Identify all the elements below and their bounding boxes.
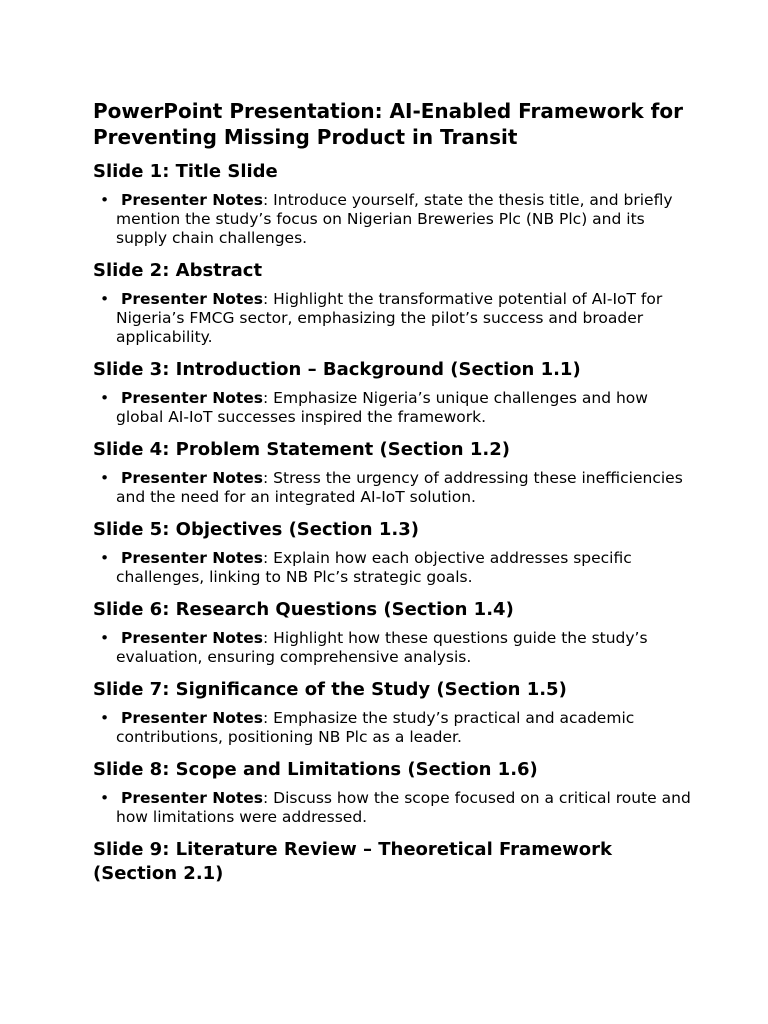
- bullet-icon: •: [100, 469, 110, 487]
- slide-8-section: [93, 758, 693, 827]
- presenter-notes-list: [93, 629, 693, 667]
- presenter-notes-text: : Emphasize the study’s practical and academic contributions, positioning NB Plc as a leader.: [116, 709, 635, 746]
- presenter-notes-text: : Introduce yourself, state the thesis title, and briefly mention the study’s focus on Nigerian Breweries Plc (NB Plc) and its supply chain challenges.: [116, 191, 673, 247]
- presenter-notes-label: Presenter Notes: [121, 789, 264, 807]
- slide-heading: Slide 3: Introduction – Background (Section 1.1): [93, 359, 581, 380]
- presenter-notes-label: Presenter Notes: [121, 549, 264, 567]
- presenter-notes-text: : Emphasize Nigeria’s unique challenges and how global AI-IoT successes inspired the framework.: [116, 389, 648, 426]
- slide-heading: Slide 5: Objectives (Section 1.3): [93, 519, 419, 540]
- presenter-notes-item: [93, 549, 693, 587]
- slide-heading: Slide 2: Abstract: [93, 260, 263, 281]
- presenter-notes-list: [93, 191, 693, 248]
- slide-9-section: [93, 838, 693, 886]
- slide-heading: Slide 7: Significance of the Study (Section 1.5): [93, 679, 567, 700]
- bullet-icon: •: [100, 549, 110, 567]
- presenter-notes-text: : Stress the urgency of addressing these inefficiencies and the need for an integrated AI-IoT solution.: [116, 469, 683, 506]
- presenter-notes-item: [93, 629, 693, 667]
- bullet-icon: •: [100, 191, 110, 209]
- slide-heading: Slide 8: Scope and Limitations (Section 1.6): [93, 759, 538, 780]
- bullet-icon: •: [100, 629, 110, 647]
- presenter-notes-item: [93, 290, 693, 347]
- slide-1-section: [93, 160, 693, 248]
- presenter-notes-list: [93, 709, 693, 747]
- slide-2-section: [93, 259, 693, 347]
- presenter-notes-list: [93, 389, 693, 427]
- presenter-notes-text: : Discuss how the scope focused on a critical route and how limitations were addressed.: [116, 789, 691, 826]
- presenter-notes-list: [93, 549, 693, 587]
- slide-5-section: [93, 518, 693, 587]
- presenter-notes-label: Presenter Notes: [121, 469, 264, 487]
- bullet-icon: •: [100, 290, 110, 308]
- presenter-notes-list: [93, 789, 693, 827]
- presenter-notes-text: : Explain how each objective addresses specific challenges, linking to NB Plc’s strategic goals.: [116, 549, 632, 586]
- bullet-icon: •: [100, 789, 110, 807]
- presenter-notes-item: [93, 789, 693, 827]
- slide-4-section: [93, 438, 693, 507]
- presenter-notes-item: [93, 709, 693, 747]
- document-page: [93, 98, 693, 893]
- bullet-icon: •: [100, 389, 110, 407]
- slide-3-section: [93, 358, 693, 427]
- bullet-icon: •: [100, 709, 110, 727]
- slide-heading: Slide 6: Research Questions (Section 1.4): [93, 599, 514, 620]
- presenter-notes-label: Presenter Notes: [121, 191, 264, 209]
- presenter-notes-item: [93, 469, 693, 507]
- presenter-notes-item: [93, 389, 693, 427]
- slide-heading: Slide 4: Problem Statement (Section 1.2): [93, 439, 510, 460]
- slide-7-section: [93, 678, 693, 747]
- presenter-notes-label: Presenter Notes: [121, 709, 264, 727]
- slide-heading: Slide 1: Title Slide: [93, 161, 278, 182]
- slide-6-section: [93, 598, 693, 667]
- slide-heading: Slide 9: Literature Review – Theoretical Framework (Section 2.1): [93, 839, 612, 884]
- presenter-notes-list: [93, 290, 693, 347]
- presenter-notes-label: Presenter Notes: [121, 389, 264, 407]
- presenter-notes-text: : Highlight the transformative potential of AI-IoT for Nigeria’s FMCG sector, emphasizing the pilot’s success and broader applicability.: [116, 290, 663, 346]
- document-title: PowerPoint Presentation: AI-Enabled Framework for Preventing Missing Product in Transit: [93, 99, 683, 149]
- presenter-notes-item: [93, 191, 693, 248]
- presenter-notes-label: Presenter Notes: [121, 290, 264, 308]
- presenter-notes-label: Presenter Notes: [121, 629, 264, 647]
- presenter-notes-text: : Highlight how these questions guide the study’s evaluation, ensuring comprehensive analysis.: [116, 629, 648, 666]
- presenter-notes-list: [93, 469, 693, 507]
